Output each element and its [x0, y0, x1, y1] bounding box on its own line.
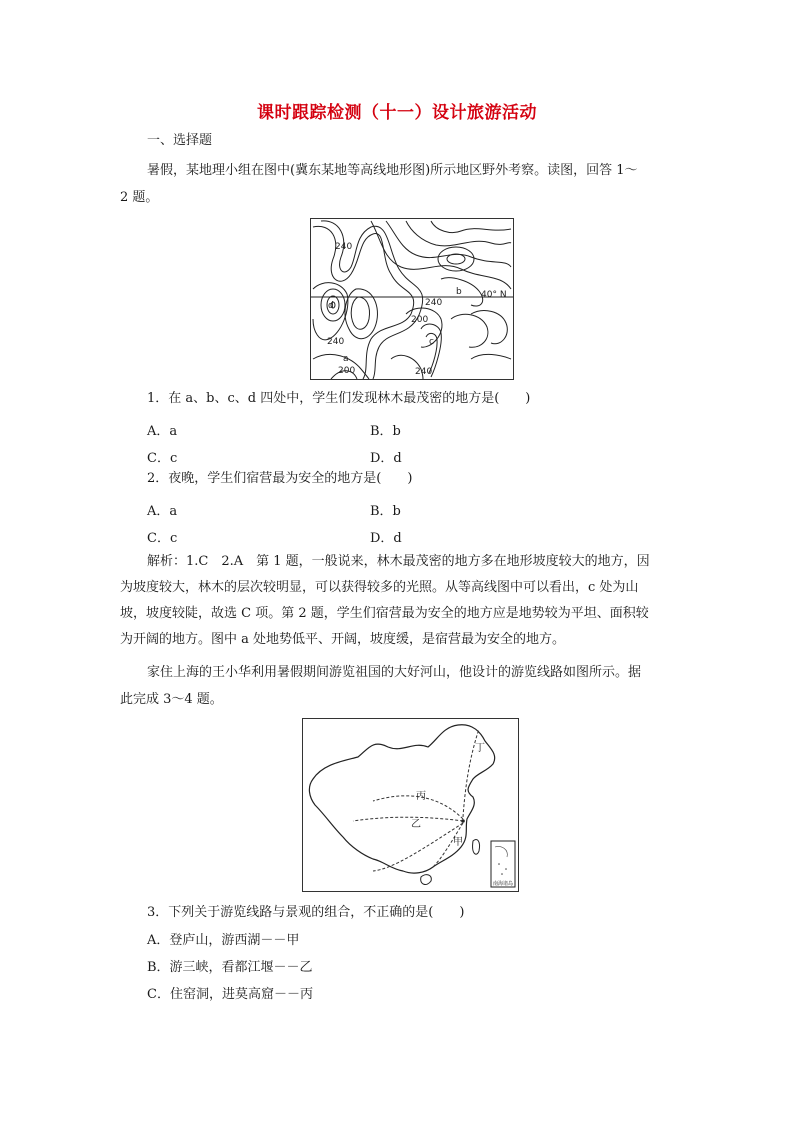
question-2-option-c: C．c: [147, 531, 178, 546]
shanghai-point: [461, 819, 465, 823]
question-2-option-d: D．d: [370, 531, 402, 546]
point-label-c: c: [429, 337, 434, 347]
intro-paragraph-2: 家住上海的王小华利用暑假期间游览祖国的大好河山，他设计的游览线路如图所示。据: [147, 665, 642, 680]
point-label-a: a: [343, 354, 349, 364]
point-label-d: d: [328, 301, 334, 311]
analysis-line: 为坡度较大，林木的层次较明显，可以获得较多的光照。从等高线图中可以看出，c 处为山: [120, 580, 639, 595]
question-2-option-a: A．a: [147, 504, 178, 519]
route-label-bing: 丙: [416, 791, 426, 802]
contour-map-figure: [310, 218, 514, 380]
question-1-option-b: B．b: [370, 424, 401, 439]
point-label-b: b: [456, 287, 462, 297]
page-title: 课时跟踪检测（十一）设计旅游活动: [257, 103, 537, 123]
hainan-island: [421, 875, 432, 885]
analysis-line: 坡，坡度较陡，故选 C 项。第 2 题，学生们宿营最为安全的地方应是地势较为平坦、面积较: [120, 606, 649, 621]
analysis-line: 为开阔的地方。图中 a 处地势低平、开阔，坡度缓，是宿营最为安全的地方。: [120, 632, 566, 647]
question-3-stem: 3．下列关于游览线路与景观的组合，不正确的是( ): [147, 905, 465, 920]
question-1-option-a: A．a: [147, 424, 178, 439]
contour-label: 200: [338, 366, 356, 376]
china-route-map-figure: [302, 718, 519, 892]
intro-paragraph-1-cont: 2 题。: [120, 190, 159, 205]
contour-label: 240: [327, 337, 345, 347]
route-label-ding: 丁: [475, 743, 485, 754]
intro-paragraph-1: 暑假，某地理小组在图中(冀东某地等高线地形图)所示地区野外考察。读图，回答 1～: [147, 163, 638, 178]
route-label-jia: 甲: [453, 837, 463, 848]
question-3-option-a: A．登庐山，游西湖－－甲: [147, 933, 300, 948]
contour-map: [311, 219, 513, 379]
contour-label: 200: [411, 315, 429, 325]
question-1-stem: 1．在 a、b、c、d 四处中，学生们发现林木最茂密的地方是( ): [147, 391, 531, 406]
question-3-option-c: C．住窑洞，进莫高窟－－丙: [147, 987, 313, 1002]
question-1-option-c: C．c: [147, 451, 178, 466]
question-1-option-d: D．d: [370, 451, 402, 466]
contour-label: 240: [335, 242, 353, 252]
south-china-sea-inset: [491, 841, 515, 887]
taiwan-island: [473, 839, 480, 854]
question-2-option-b: B．b: [370, 504, 401, 519]
intro-paragraph-2-cont: 此完成 3～4 题。: [120, 692, 223, 707]
analysis-line: 解析：1.C 2.A 第 1 题，一般说来，林木最茂密的地方多在地形坡度较大的地方，因: [147, 554, 650, 569]
inset-label: 南海诸岛: [493, 881, 514, 887]
contour-label: 240: [415, 367, 433, 377]
question-3-option-b: B．游三峡，看都江堰－－乙: [147, 960, 313, 975]
china-route-map: [303, 719, 518, 891]
latitude-label: 40° N: [481, 290, 507, 300]
china-outline: [309, 725, 494, 873]
route-label-yi: 乙: [411, 819, 421, 830]
question-2-stem: 2．夜晚，学生们宿营最为安全的地方是( ): [147, 471, 413, 486]
contour-label: 240: [425, 298, 443, 308]
section-heading: 一、选择题: [147, 133, 213, 148]
